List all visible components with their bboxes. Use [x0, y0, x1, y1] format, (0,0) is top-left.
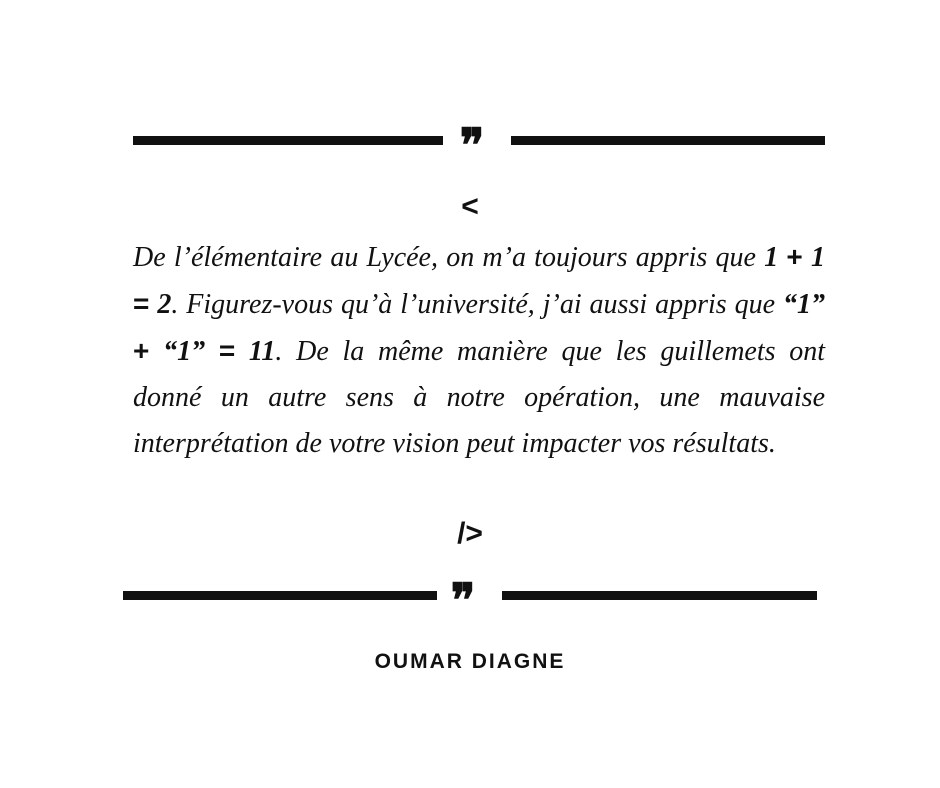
- quote-part-1: De l’élémentaire au Lycée, on m’a toujours appris que: [133, 242, 765, 273]
- open-tag: <: [461, 190, 479, 223]
- eq2-equals: =: [218, 335, 236, 366]
- top-divider-left: [133, 136, 443, 145]
- bottom-divider-left: [123, 591, 437, 600]
- eq2-result: 11: [248, 336, 276, 367]
- author-name: OUMAR DIAGNE: [374, 650, 566, 673]
- eq2-operand-b: “1”: [163, 336, 206, 367]
- eq1-equals: =: [133, 288, 150, 319]
- top-quote-icon: ❞: [459, 118, 485, 172]
- eq1-plus: +: [786, 241, 803, 272]
- eq1-result: 2: [157, 289, 172, 320]
- close-tag: />: [457, 517, 483, 550]
- quote-part-3: . De la même manière que les guillemets ont donné un autre sens à notre opération, une mauvaise interprétation de votre vision peut impacter vos résultats.: [133, 336, 826, 459]
- bottom-divider-right: [502, 591, 817, 600]
- eq1-operand-a: 1: [764, 242, 779, 273]
- eq2-operand-a: “1”: [783, 289, 826, 320]
- eq2-plus: +: [133, 335, 150, 366]
- quote-part-2: . Figurez-vous qu’à l’université, j’ai aussi appris que: [171, 289, 784, 320]
- bottom-quote-icon: ❞: [450, 573, 476, 627]
- quote-text: [133, 234, 825, 467]
- eq1-operand-b: 1: [811, 242, 825, 273]
- top-divider-right: [511, 136, 825, 145]
